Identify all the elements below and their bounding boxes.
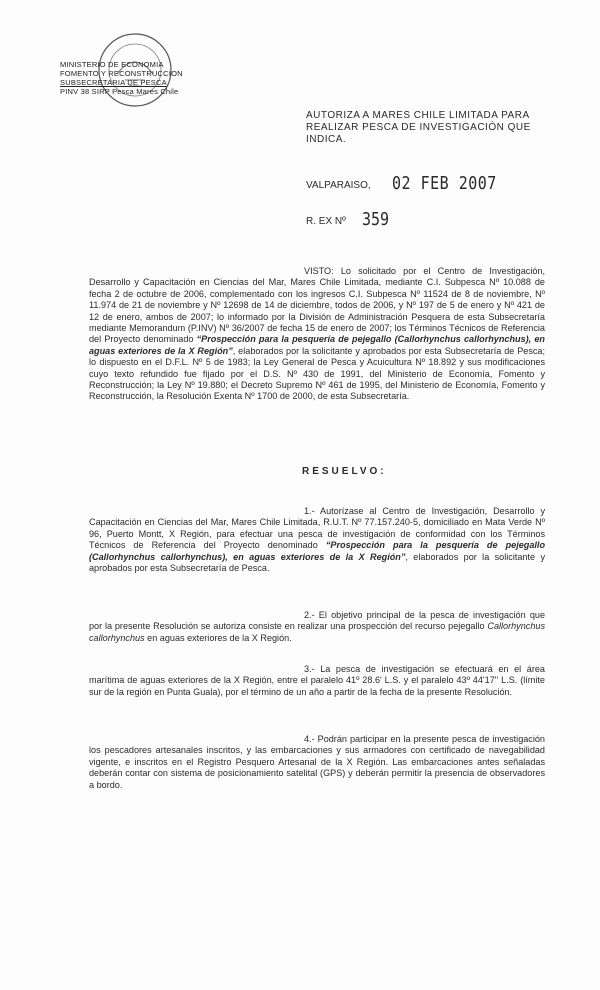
rex-label: R. EX Nº (306, 216, 346, 227)
visto-project-name: “Prospección para la pesquería de pejegallo (Callorhynchus callorhynchus), en aguas exteriores de la X Región” (89, 334, 545, 356)
article-2-text: 2.- El objetivo principal de la pesca de investigación que por la presente Resolución se autoriza consiste en realizar una prospección del recurso pejegallo (89, 610, 545, 632)
article-4-text: 4.- Podrán participar en la presente pesca de investigación los pescadores artesanales inscritos, y las embarcaciones y sus armadores con certificado de navegabilidad vigente, e inscritos en el Registro Pesquero Artesanal de la X Región. Las embarcaciones antes señaladas deberán contar con sistema de posicionamiento satelital (GPS) y deberán permitir la presencia de observadores a bordo. (89, 734, 545, 790)
article-1-project-name: “Prospección para la pesquería de pejegallo (Callorhynchus callorhynchus), en aguas exteriores de la X Región” (89, 540, 546, 562)
article-1-text: 1.- Autorízase al Centro de Investigación, Desarrollo y Capacitación en Ciencias del Mar, Mares Chile Limitada, R.U.T. Nº 77.157.240-5, domiciliado en Mata Verde Nº 96, Puerto Montt, X Región, para efectuar una pesca de investigación de conformidad con los Términos Técnicos de Referencia del Proyecto denominado (89, 506, 545, 551)
visto-text-2: , elaborados por la solicitante y aprobados por esta Subsecretaría de Pesca; lo dispuesto en el D.F.L. Nº 5 de 1983; la Ley General de Pesca y Acuicultura Nº 18.892 y sus modificaciones cuyo texto refundido fue fijado por el D.S. Nº 430 de 1991, del Ministerio de Economía, Fomento y Reconstrucción; la Ley Nº 19.880; el Decreto Supremo Nº 461 de 1995, del Ministerio de Economía, Fomento y Reconstrucción, la Resolución Exenta Nº 1700 de 2000, de esta Subsecretaría. (89, 345, 545, 402)
article-3-text: 3.- La pesca de investigación se efectuará en el área marítima de aguas exteriores de la X Región, entre el paralelo 41º 28.6' L.S. y el paralelo 43º 44'17'' L.S. (límite sur de la región en Punta Guala), por el término de un año a partir de la fecha de la presente Resolución. (89, 664, 545, 697)
rex-number-stamp: 359 (362, 208, 390, 230)
place-date (306, 172, 566, 196)
place: VALPARAISO, (306, 180, 371, 191)
resuelvo-heading: RESUELVO: (302, 466, 387, 477)
letterhead-fomento: FOMENTO Y RECONSTRUCCION (60, 69, 183, 78)
article-2-species: Callorhynchus callorhynchus (89, 621, 545, 643)
article-3 (89, 664, 545, 698)
letterhead-ministry: MINISTERIO DE ECONOMIA (60, 60, 164, 69)
visto-paragraph (89, 266, 545, 403)
article-4 (89, 734, 545, 791)
visto-text-1: Lo solicitado por el Centro de Investigación, Desarrollo y Capacitación en Ciencias del Mar, Mares Chile Limitada, mediante C.I. Subpesca Nº 10.088 de fecha 2 de octubre de 2006, complementado con los ingresos C.I. Subpesca Nº 11524 de 8 de noviembre, Nº 11.974 de 21 de noviembre y Nº 12698 de 14 de diciembre, todos de 2006, y Nº 197 de 5 de enero y Nº 421 de 12 de enero, ambos de 2007; lo informado por la División de Administración Pesquera de esta Subsecretaría mediante Memorandum (P.INV) Nº 36/2007 de fecha 15 de enero de 2007; los Términos Técnicos de Referencia del Proyecto denominado (89, 266, 545, 345)
letterhead-subsecretaria: SUBSECRETARIA DE PESCA (60, 78, 167, 87)
visto-lead: VISTO: (304, 266, 334, 276)
date-stamp: 02 FEB 2007 (392, 172, 497, 194)
article-1 (89, 506, 545, 574)
resolution-subject: AUTORIZA A MARES CHILE LIMITADA PARA REALIZAR PESCA DE INVESTIGACIÓN QUE INDICA. (306, 110, 531, 145)
resolution-number (306, 208, 506, 232)
letterhead-reference: PINV 38 SIRP Pesca Mares Chile (60, 87, 179, 96)
letterhead (60, 60, 210, 96)
article-2 (89, 610, 545, 644)
article-1-text-2: , elaborados por la solicitante y aprobados por esta Subsecretaría de Pesca. (89, 551, 545, 574)
article-2-text-2: en aguas exteriores de la X Región. (144, 632, 292, 643)
